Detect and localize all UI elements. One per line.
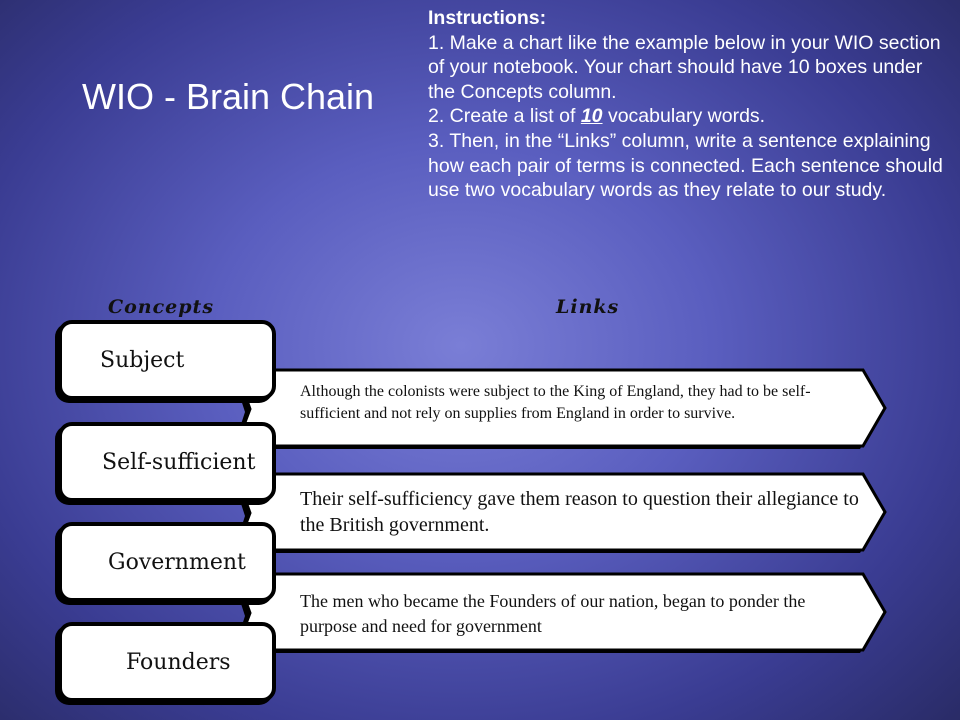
instruction-step-2-suffix: vocabulary words. <box>602 105 766 128</box>
concept-box-3 <box>58 522 276 602</box>
slide-title: WIO - Brain Chain <box>82 76 375 117</box>
link-sentence-1: Although the colonists were subject to the King of England, they had to be self-sufficient and not rely on supplies from England in order to survive. <box>300 383 811 422</box>
concept-label: Founders <box>126 649 231 675</box>
concept-box-2 <box>58 422 276 502</box>
link-sentence-3: The men who became the Founders of our nation, began to ponder the purpose and need for government <box>300 591 806 636</box>
instruction-step-3: 3. Then, in the “Links” column, write a sentence explaining how each pair of terms is connected. Each sentence should use two vocabulary words as they relate to our study. <box>428 129 943 202</box>
concept-box-1 <box>58 320 276 400</box>
link-sentence-2: Their self-sufficiency gave them reason to question their allegiance to the British government. <box>300 488 859 536</box>
concept-label: Subject <box>100 347 185 373</box>
instruction-step-1: 1. Make a chart like the example below in your WIO section of your notebook. Your chart should have 10 boxes under the Concepts column. <box>428 31 941 103</box>
instruction-step-2-prefix: 2. Create a list of <box>428 105 581 128</box>
instructions-heading: Instructions: <box>428 7 547 29</box>
concept-label: Self-sufficient <box>102 449 256 475</box>
links-column-header: Links <box>556 296 620 318</box>
concepts-column-header: Concepts <box>108 296 215 318</box>
concept-label: Government <box>108 549 246 575</box>
concept-box-4 <box>58 622 276 702</box>
instruction-step-2-number: 10 <box>580 105 603 128</box>
